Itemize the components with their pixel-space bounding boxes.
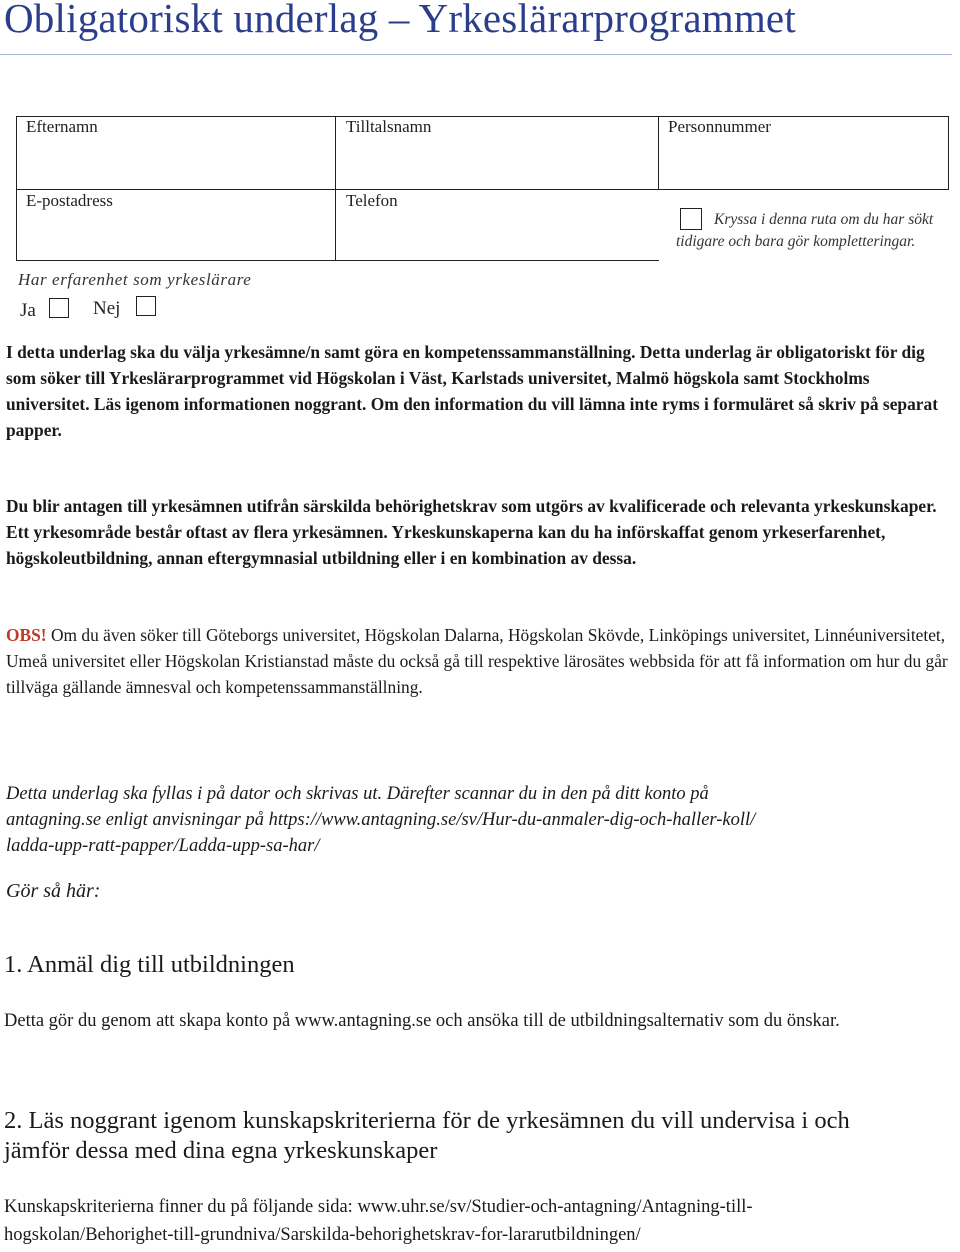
nej-label: Nej [93,298,121,319]
komplettering-checkbox[interactable] [680,208,702,230]
instructions-line-2: antagning.se enligt anvisningar på https://www.antagning.se/sv/Hur-du-anmaler-dig-och-haller-koll/ [6,810,756,830]
nej-checkbox[interactable] [136,296,156,316]
instructions-block [6,781,755,859]
obs-label: OBS! [6,625,47,645]
step-2-heading [4,1106,954,1166]
step-1-heading: 1. Anmäl dig till utbildningen [4,951,295,978]
step-2-text-line-1: Kunskapskriterierna finner du på följande sida: www.uhr.se/sv/Studier-och-antagning/Antagning-till- [4,1197,753,1217]
telefon-label: Telefon [346,191,398,210]
step-1-text: Detta gör du genom att skapa konto på www.antagning.se och ansöka till de utbildningsalternativ som du önskar. [4,1011,840,1031]
admission-paragraph: Du blir antagen till yrkesämnen utifrån särskilda behörighetskrav som utgörs av kvalificerade och relevanta yrkeskunskaper. Ett yrkesområde består oftast av flera yrkesämnen. Yrkeskunskaperna kan du ha införskaffat genom yrkeserfarenhet, högskoleutbildning, annan eftergymnasial utbildning eller i en kombination av dessa. [6,496,937,568]
epostadress-label: E-postadress [26,191,113,210]
ja-label: Ja [20,300,36,321]
intro-paragraph: I detta underlag ska du välja yrkesämne/n samt göra en kompetenssammanställning. Detta underlag är obligatoriskt för dig som söker till Yrkeslärarprogrammet vid Högskolan i Väst, Karlstads universitet, Malmö högskola samt Stockholms universitet. Läs igenom informationen noggrant. Om den information du vill lämna inte ryms i formuläret så skriv på separat papper. [6,342,938,440]
obs-paragraph [6,622,956,700]
page-title: Obligatoriskt underlag – Yrkeslärarprogrammet [4,0,796,41]
step-2-heading-line-2: jämför dessa med dina egna yrkeskunskaper [4,1137,438,1164]
instructions-line-3: ladda-upp-ratt-papper/Ladda-upp-sa-har/ [6,836,320,856]
tilltalsnamn-label: Tilltalsnamn [346,117,432,136]
step-2-text [4,1193,753,1249]
komplettering-note-line1: Kryssa i denna ruta om du har sökt [714,211,934,228]
personnummer-label: Personnummer [668,117,771,136]
title-divider [0,54,952,55]
step-2-text-line-2: hogskolan/Behorighet-till-grundniva/Sarskilda-behorighetskrav-for-lararutbildningen/ [4,1225,641,1245]
komplettering-note-line2: tidigare och bara gör kompletteringar. [676,233,916,250]
experience-label: Har erfarenhet som yrkeslärare [18,270,252,289]
how-to-label: Gör så här: [6,880,101,902]
step-2-heading-line-1: 2. Läs noggrant igenom kunskapskriterierna för de yrkesämnen du vill undervisa i och [4,1107,850,1134]
efternamn-label: Efternamn [26,117,98,136]
obs-text: Om du även söker till Göteborgs universitet, Högskolan Dalarna, Högskolan Skövde, Linköpings universitet, Linnéuniversitetet, Umeå universitet eller Högskolan Kristianstad måste du också gå till respektive lärosätes webbsida för att få information om hur du går tillväga gällande ämnesval och kompetenssammanställning. [6,625,948,697]
instructions-line-1: Detta underlag ska fyllas i på dator och skrivas ut. Därefter scannar du in den på ditt konto på [6,784,709,804]
ja-checkbox[interactable] [49,298,69,318]
